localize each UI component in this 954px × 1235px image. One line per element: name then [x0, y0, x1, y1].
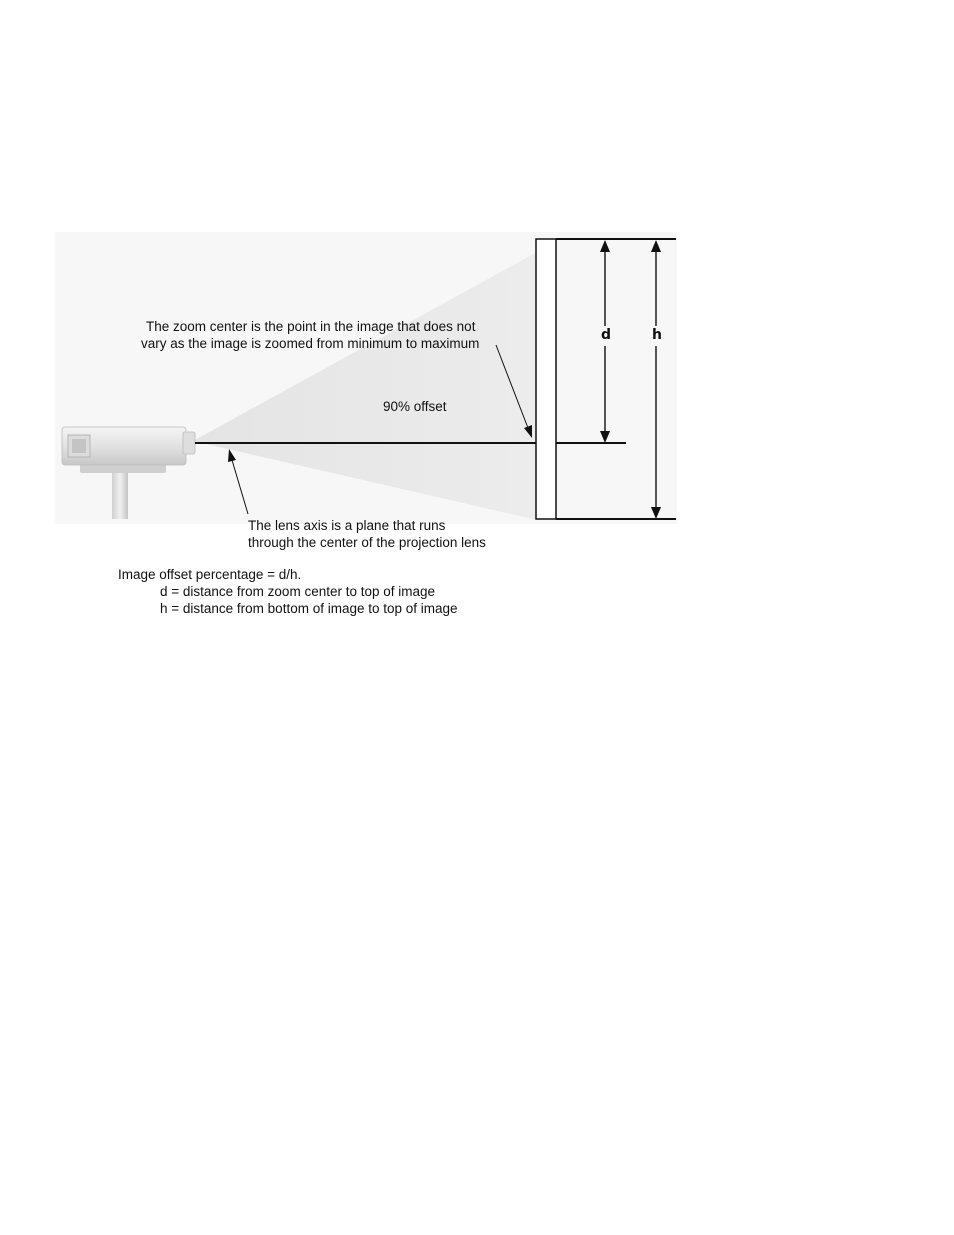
lens-axis-note-line1: The lens axis is a plane that runs — [248, 518, 446, 533]
projection-screen — [536, 239, 556, 519]
lens-axis-note-line2: through the center of the projection lens — [248, 535, 486, 550]
offset-label: 90% offset — [383, 399, 447, 414]
d-dimension-label: d — [601, 327, 612, 343]
formula-line2: d = distance from zoom center to top of image — [160, 584, 436, 599]
formula-line1: Image offset percentage = d/h. — [118, 567, 302, 582]
zoom-center-note-line1: The zoom center is the point in the image that does not — [146, 319, 476, 334]
h-dimension-label: h — [652, 327, 662, 343]
formula-line3: h = distance from bottom of image to top of image — [160, 601, 458, 616]
zoom-center-note-line2: vary as the image is zoomed from minimum to maximum — [141, 336, 480, 351]
